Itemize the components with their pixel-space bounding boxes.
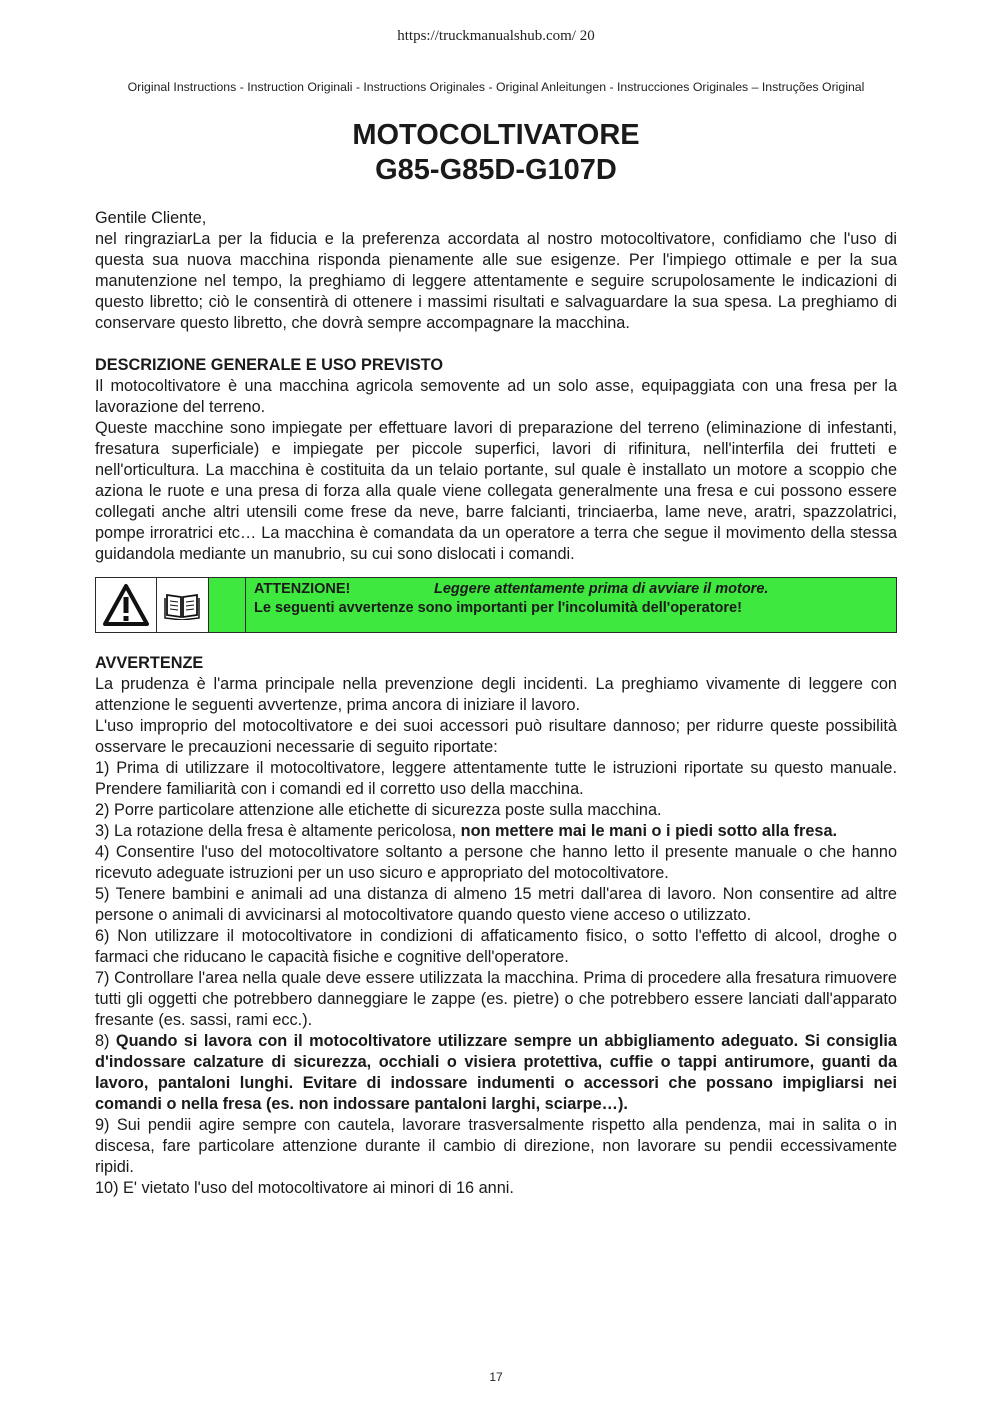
warning-instruction: Leggere attentamente prima di avviare il motore. bbox=[434, 581, 769, 597]
intro-paragraph: nel ringraziarLa per la fiducia e la preferenza accordata al nostro motocoltivatore, confidiamo che l'uso di questa sua nuova macchina risponda pienamente alle sue esigenze. Per l'impiego ottimale e per la sua manutenzione nel tempo, la preghiamo di leggere attentamente e seguire scrupolosamente le indicazioni di questo libretto; ciò le consentirà di ottenere i massimi risultati e salvaguardare la sua spesa. La preghiamo di conservare questo libretto, che dovrà sempre accompagnare la macchina. bbox=[95, 230, 897, 332]
warning-item-5: 5) Tenere bambini e animali ad una distanza di almeno 15 metri dall'area di lavoro. Non consentire ad altre persone o animali di avvicinarsi al motocoltivatore quando questo viene acceso o utilizzato. bbox=[95, 885, 897, 924]
warnings-paragraph-2: L'uso improprio del motocoltivatore e dei suoi accessori può risultare dannoso; per ridurre queste possibilità osservare le precauzioni necessarie di seguito riportate: bbox=[95, 717, 897, 756]
general-paragraph-2: Queste macchine sono impiegate per effettuare lavori di preparazione del terreno (eliminazione di infestanti, fresatura superficiale) e impiegate per piccole superfici, lavori di rifinitura, nell'interfila dei frutteti e nell'orticultura. La macchina è costituita da un telaio portante, sul quale è installato un motore a scoppio che aziona le ruote e una presa di forza alla quale viene collegata generalmente una fresa e cui possono essere collegati anche altri utensili come frese da neve, barre falcianti, trinciaerba, lame neve, aratri, spazzolatrici, pompe irroratrici etc… La macchina è comandata da un operatore a terra che segue il movimento della stessa guidandola mediante un manubrio, su cui sono dislocati i comandi. bbox=[95, 419, 897, 563]
warning-item-3: 3) La rotazione della fresa è altamente pericolosa, non mettere mai le mani o i piedi sotto alla fresa. bbox=[95, 822, 838, 840]
warning-icons bbox=[96, 578, 246, 632]
document-body bbox=[95, 208, 897, 1199]
section-heading-warnings: AVVERTENZE bbox=[95, 654, 204, 672]
warning-item-1: 1) Prima di utilizzare il motocoltivatore, leggere attentamente tutte le istruzioni riportate su questo manuale. Prendere familiarità con i comandi ed il corretto uso della macchina. bbox=[95, 759, 897, 798]
warning-text bbox=[246, 578, 896, 632]
warning-item-8: 8) Quando si lavora con il motocoltivatore utilizzare sempre un abbigliamento adeguato. Si consiglia d'indossare calzature di sicurezza, occhiali o visiera protettiva, cuffie o tappi antirumore, guanti da lavoro, pantaloni lunghi. Evitare di indossare indumenti o accessori che possano impigliarsi nei comandi o nella fresa (es. non indossare pantaloni larghi, sciarpe…). bbox=[95, 1032, 897, 1113]
warning-line-2: Le seguenti avvertenze sono importanti per l'incolumità dell'operatore! bbox=[254, 600, 742, 616]
warning-box bbox=[95, 577, 897, 633]
warning-label: ATTENZIONE! bbox=[254, 581, 351, 597]
manual-book-icon bbox=[157, 578, 210, 632]
title-line-1: MOTOCOLTIVATORE bbox=[352, 119, 640, 151]
title-line-2: G85-G85D-G107D bbox=[375, 154, 617, 186]
warning-item-10: 10) E' vietato l'uso del motocoltivatore ai minori di 16 anni. bbox=[95, 1179, 514, 1197]
warning-item-9: 9) Sui pendii agire sempre con cautela, lavorare trasversalmente rispetto alla pendenza, mai in salita o in discesa, fare particolare attenzione durante il cambio di direzione, non lavorare su pendii eccessivamente ripidi. bbox=[95, 1116, 897, 1176]
page-number: 17 bbox=[489, 1370, 503, 1384]
section-heading-general: DESCRIZIONE GENERALE E USO PREVISTO bbox=[95, 356, 443, 374]
instructions-languages-line: Original Instructions - Instruction Originali - Instructions Originales - Original Anleitungen - Instrucciones Originales – Instruções Original bbox=[127, 80, 865, 94]
warning-item-4: 4) Consentire l'uso del motocoltivatore soltanto a persone che hanno letto il presente manuale o che hanno ricevuto adeguate istruzioni per un uso sicuro e appropriato del motocoltivatore. bbox=[95, 843, 897, 882]
warnings-paragraph-1: La prudenza è l'arma principale nella prevenzione degli incidenti. La preghiamo vivamente di leggere con attenzione le seguenti avvertenze, prima ancora di iniziare il lavoro. bbox=[95, 675, 897, 714]
source-url[interactable]: https://truckmanualshub.com/ 20 bbox=[397, 28, 595, 44]
general-paragraph-1: Il motocoltivatore è una macchina agricola semovente ad un solo asse, equipaggiata con una fresa per la lavorazione del terreno. bbox=[95, 377, 897, 416]
greeting: Gentile Cliente, bbox=[95, 209, 207, 227]
warning-item-7: 7) Controllare l'area nella quale deve essere utilizzata la macchina. Prima di procedere alla fresatura rimuovere tutti gli oggetti che potrebbero danneggiare le zappe (es. pietre) o che potrebbero essere lanciati dall'apparato fresante (es. sassi, rami ecc.). bbox=[95, 969, 897, 1029]
warning-triangle-icon bbox=[96, 578, 157, 632]
warning-item-6: 6) Non utilizzare il motocoltivatore in condizioni di affaticamento fisico, o sotto l'effetto di alcool, droghe o farmaci che riducano le capacità fisiche e cognitive dell'operatore. bbox=[95, 927, 897, 966]
warning-item-2: 2) Porre particolare attenzione alle etichette di sicurezza poste sulla macchina. bbox=[95, 801, 662, 819]
page-title bbox=[0, 118, 992, 188]
